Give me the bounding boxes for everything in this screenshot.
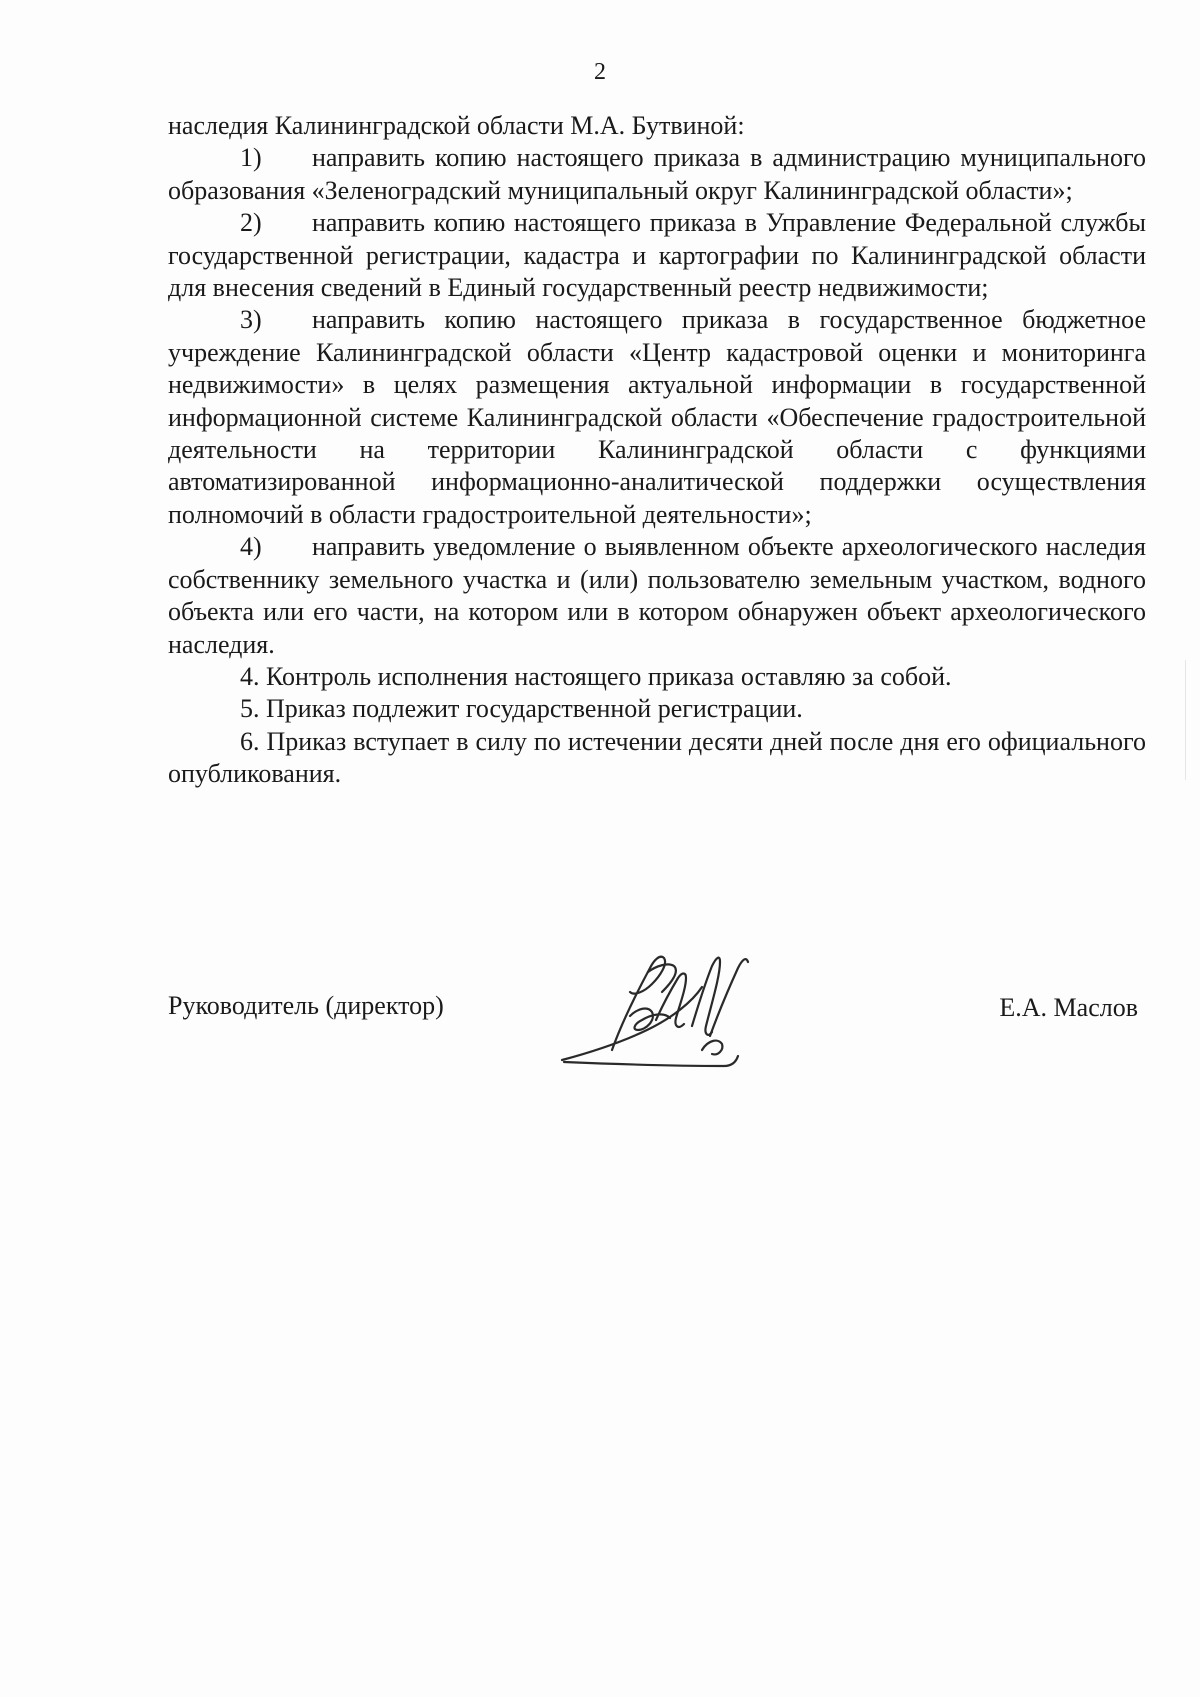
sub-item-number: 1) — [240, 143, 262, 173]
sub-item-4 — [168, 531, 1146, 661]
sub-item-2 — [168, 207, 1146, 304]
sub-item-text: направить копию настоящего приказа в государственное бюджетное учреждение Калининградской области «Центр кадастровой оценки и мониторинга недвижимости» в целях размещения актуальной информации в государственной информационной системе Калининградской области «Обеспечение градостроительной деятельности на территории Калининградской области с функциями автоматизированной информационно-аналитической поддержки осуществления полномочий в области градостроительной деятельности»; — [168, 305, 1146, 529]
clause-5: 5. Приказ подлежит государственной регистрации. — [240, 694, 803, 724]
sub-item-text: направить копию настоящего приказа в администрацию муниципального образования «Зеленоградский муниципальный округ Калининградской области»; — [168, 143, 1146, 205]
page-number: 2 — [594, 59, 606, 85]
opening-line: наследия Калининградской области М.А. Бутвиной: — [168, 111, 745, 140]
sub-item-1 — [168, 142, 1146, 207]
document-body — [168, 110, 1146, 791]
sub-item-3 — [168, 304, 1146, 531]
signer-name: Е.А. Маслов — [999, 993, 1138, 1022]
clause-4: 4. Контроль исполнения настоящего приказа оставляю за собой. — [240, 661, 952, 691]
signature-block — [0, 990, 1200, 1100]
scan-edge-mark — [1185, 660, 1186, 780]
sub-item-number: 2) — [240, 208, 262, 238]
sub-item-text: направить уведомление о выявленном объекте археологического наследия собственнику земельного участка и (или) пользователю земельным участком, водного объекта или его части, на котором или в котором обнаружен объект археологического наследия. — [168, 532, 1146, 659]
sub-item-number: 4) — [240, 532, 262, 562]
clause-6: 6. Приказ вступает в силу по истечении десяти дней после дня его официального опубликования. — [168, 726, 1146, 789]
sub-item-text: направить копию настоящего приказа в Управление Федеральной службы государственной регистрации, кадастра и картографии по Калининградской области для внесения сведений в Единый государственный реестр недвижимости; — [168, 208, 1146, 303]
sub-item-number: 3) — [240, 305, 262, 335]
handwritten-signature-icon — [552, 932, 782, 1082]
signer-title: Руководитель (директор) — [168, 991, 444, 1020]
